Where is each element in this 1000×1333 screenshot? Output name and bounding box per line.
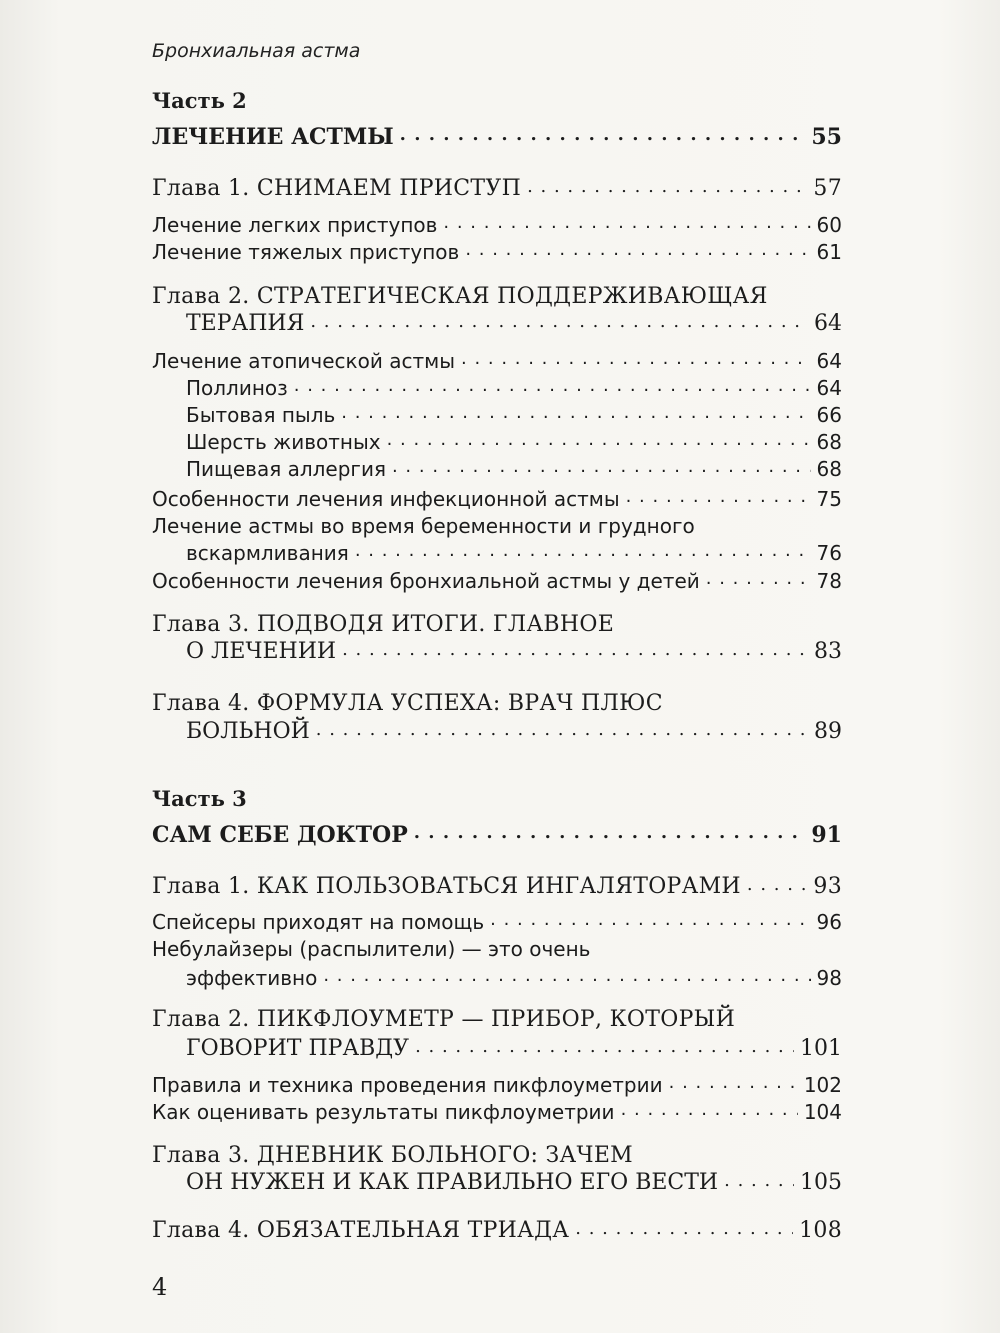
dot-leader (747, 874, 807, 900)
toc-entry-title: эффективно (186, 966, 318, 990)
toc-entry (152, 88, 842, 114)
toc-entry (152, 1143, 842, 1169)
dot-leader (414, 822, 806, 848)
dot-leader (706, 568, 811, 594)
dot-leader (626, 486, 811, 512)
toc-entry-title: Лечение астмы во время беременности и грудного (152, 514, 695, 538)
toc-entry-page: 98 (816, 966, 842, 990)
toc-entry-title: Глава 4. ОБЯЗАТЕЛЬНАЯ ТРИАДА (152, 1218, 570, 1243)
toc-entry-title: Глава 4. ФОРМУЛА УСПЕХА: ВРАЧ ПЛЮС (152, 691, 663, 716)
toc-entry-page: 78 (816, 569, 842, 593)
toc-entry (152, 348, 842, 374)
toc-entry-title: Особенности лечения инфекционной астмы (152, 487, 620, 511)
toc-entry-title: вскармливания (186, 541, 349, 565)
toc-entry-page: 96 (816, 910, 842, 934)
toc-entry-page: 68 (816, 457, 842, 481)
dot-leader (575, 1218, 793, 1244)
toc-entry-title: Глава 1. КАК ПОЛЬЗОВАТЬСЯ ИНГАЛЯТОРАМИ (152, 874, 741, 899)
toc-entry (152, 822, 842, 848)
dot-leader (316, 719, 808, 745)
dot-leader (527, 176, 807, 202)
toc-entry-page: 55 (811, 124, 842, 150)
page-number: 4 (152, 1273, 168, 1301)
toc-entry-title: Лечение атопической астмы (152, 349, 455, 373)
toc-entry (152, 1007, 842, 1033)
toc-entry-title: Лечение легких приступов (152, 213, 438, 237)
toc-entry-title: Шерсть животных (186, 430, 381, 454)
dot-leader (400, 124, 806, 150)
toc-entry-title: Поллиноз (186, 376, 288, 400)
toc-entry-title: ТЕРАПИЯ (186, 311, 305, 336)
toc-entry-page: 108 (799, 1218, 842, 1243)
dot-leader (415, 1036, 794, 1062)
toc-entry-title: О ЛЕЧЕНИИ (186, 639, 337, 664)
toc-entry-title: БОЛЬНОЙ (186, 719, 310, 744)
toc-entry (152, 486, 842, 512)
toc-entry (152, 568, 842, 594)
toc-entry (186, 965, 842, 991)
toc-entry (152, 1099, 842, 1125)
toc-entry-title: Лечение тяжелых приступов (152, 240, 460, 264)
dot-leader (323, 965, 810, 991)
toc-entry-page: 91 (811, 822, 842, 848)
toc-entry-title: Спейсеры приходят на помощь (152, 910, 485, 934)
toc-entry-page: 101 (800, 1036, 842, 1061)
toc-entry-page: 68 (816, 430, 842, 454)
dot-leader (392, 456, 811, 482)
toc-entry-page: 89 (814, 719, 842, 744)
toc-entry (152, 284, 842, 310)
toc-entry (152, 874, 842, 900)
dot-leader (355, 540, 811, 566)
toc-entry-title: Часть 3 (152, 786, 247, 811)
toc-entry-title: Часть 2 (152, 88, 247, 113)
toc-entry-title: Глава 2. СТРАТЕГИЧЕСКАЯ ПОДДЕРЖИВАЮЩАЯ (152, 284, 768, 309)
toc-entry (186, 1036, 842, 1062)
toc-entry (186, 1170, 842, 1196)
toc-entry-title: Пищевая аллергия (186, 457, 386, 481)
toc-entry (186, 456, 842, 482)
toc-entry (186, 540, 842, 566)
toc-entry (152, 612, 842, 638)
toc-entry (152, 239, 842, 265)
toc-entry-page: 57 (813, 176, 842, 201)
dot-leader (310, 311, 808, 337)
toc-entry (186, 639, 842, 665)
toc-entry-page: 83 (814, 639, 842, 664)
toc-entry (186, 311, 842, 337)
toc-entry-title: Глава 1. СНИМАЕМ ПРИСТУП (152, 176, 522, 201)
dot-leader (621, 1099, 798, 1125)
toc-entry-page: 102 (803, 1073, 842, 1097)
toc-entry-page: 66 (816, 403, 842, 427)
toc-entry-title: Бытовая пыль (186, 403, 336, 427)
toc-entry-title: ОН НУЖЕН И КАК ПРАВИЛЬНО ЕГО ВЕСТИ (186, 1170, 719, 1195)
toc-entry (152, 691, 842, 717)
toc-entry-page: 93 (813, 874, 842, 899)
toc-entry (152, 1218, 842, 1244)
toc-entry-title: Правила и техника проведения пикфлоуметрии (152, 1073, 663, 1097)
toc-entry-page: 64 (816, 349, 842, 373)
dot-leader (461, 348, 811, 374)
toc-entry (152, 176, 842, 202)
toc-entry-title: Глава 2. ПИКФЛОУМЕТР — ПРИБОР, КОТОРЫЙ (152, 1007, 736, 1032)
dot-leader (443, 212, 810, 238)
toc-entry (152, 1072, 842, 1098)
toc-entry-page: 60 (816, 213, 842, 237)
dot-leader (294, 375, 811, 401)
dot-leader (341, 402, 810, 428)
toc-entry (152, 513, 842, 539)
toc-entry (152, 936, 842, 962)
dot-leader (342, 639, 808, 665)
toc-entry-title: ГОВОРИТ ПРАВДУ (186, 1036, 410, 1061)
toc-entry (152, 124, 842, 150)
toc-entry (152, 212, 842, 238)
toc-entry (152, 786, 842, 812)
toc-entry (152, 909, 842, 935)
dot-leader (465, 239, 810, 265)
toc-entry (186, 719, 842, 745)
dot-leader (724, 1170, 794, 1196)
toc-entry-page: 76 (816, 541, 842, 565)
toc-entry-page: 64 (814, 311, 842, 336)
toc-entry-title: Небулайзеры (распылители) — это очень (152, 937, 591, 961)
dot-leader (669, 1072, 798, 1098)
toc-entry-page: 105 (800, 1170, 842, 1195)
toc-entry-title: ЛЕЧЕНИЕ АСТМЫ (152, 124, 394, 150)
toc-entry-page: 64 (816, 376, 842, 400)
toc-entry-page: 75 (816, 487, 842, 511)
toc-entry-title: САМ СЕБЕ ДОКТОР (152, 822, 408, 848)
toc-entry-title: Глава 3. ДНЕВНИК БОЛЬНОГО: ЗАЧЕМ (152, 1143, 633, 1168)
toc-entry-page: 104 (803, 1100, 842, 1124)
dot-leader (387, 429, 811, 455)
dot-leader (490, 909, 810, 935)
toc-entry (186, 429, 842, 455)
running-head: Бронхиальная астма (152, 40, 361, 62)
toc-entry (186, 375, 842, 401)
toc-entry-page: 61 (816, 240, 842, 264)
toc-entry-title: Как оценивать результаты пикфлоуметрии (152, 1100, 615, 1124)
toc-entry (186, 402, 842, 428)
toc-entry-title: Глава 3. ПОДВОДЯ ИТОГИ. ГЛАВНОЕ (152, 612, 615, 637)
toc-entry-title: Особенности лечения бронхиальной астмы у детей (152, 569, 700, 593)
